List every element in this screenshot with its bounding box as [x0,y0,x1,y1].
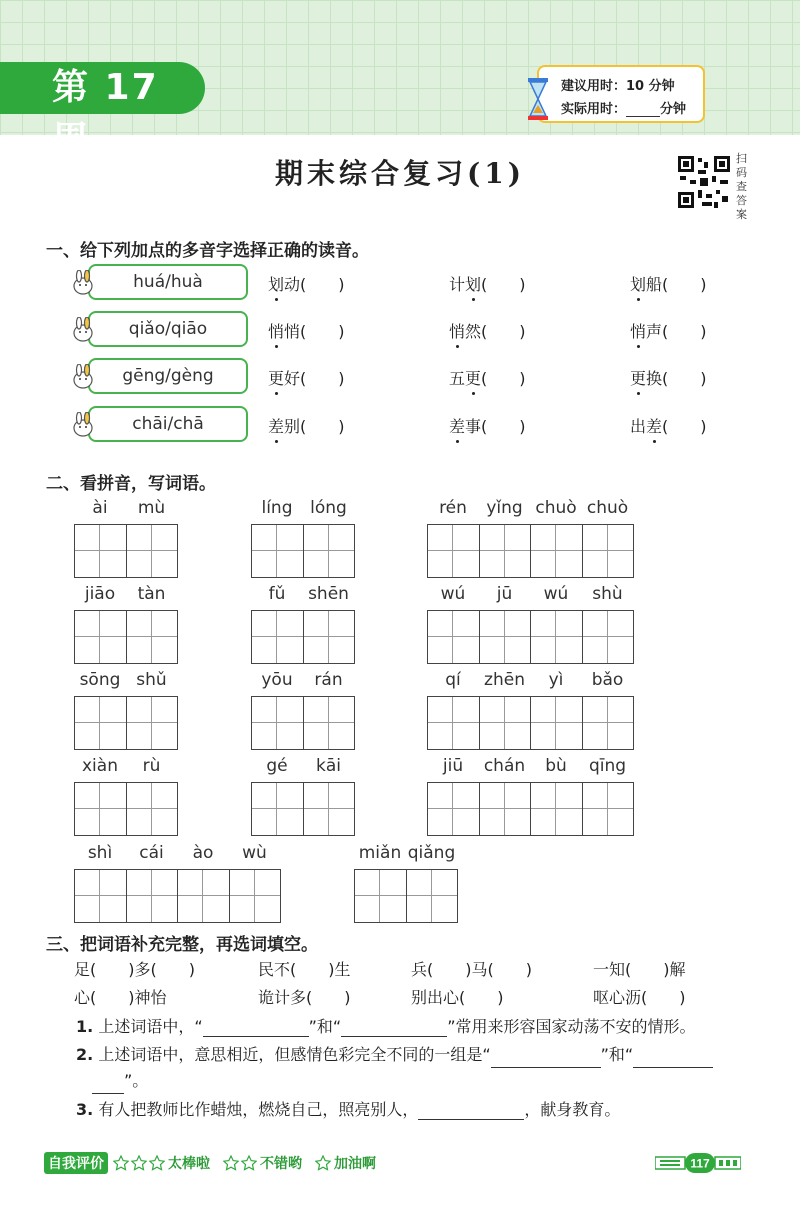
idiom-fill-item[interactable]: 别出心( ) [411,988,504,1007]
polyphone-word [268,366,345,389]
pinyin-syllable: yǐng [486,498,523,518]
pinyin-syllable: fǔ [268,584,286,604]
polyphone-word [449,272,526,295]
polyphone-word [630,272,707,295]
pinyin-row [251,584,355,606]
word-char: 换 [646,369,663,388]
week-tab: 第 17 周 [0,62,205,114]
writing-cell[interactable] [75,611,127,663]
writing-cell[interactable] [480,697,532,749]
qr-label: 扫码查答案 [736,152,747,221]
pinyin-syllable: shēn [308,584,349,604]
pinyin-syllable: yì [548,670,564,690]
writing-cell[interactable] [355,870,407,922]
star-icon[interactable] [131,1155,147,1171]
pinyin-syllable: ào [192,843,214,863]
writing-grid [74,524,178,578]
answer-paren[interactable]: ( ) [662,322,707,341]
pinyin-row [251,756,355,778]
writing-cell[interactable] [127,697,179,749]
pinyin-writing-group [251,670,355,750]
answer-blank[interactable] [633,1050,713,1068]
star-icon[interactable] [315,1155,331,1171]
polyphone-word [449,414,526,437]
word-char: 差 [449,414,465,437]
answer-paren[interactable]: ( ) [662,417,707,436]
pinyin-syllable: shù [592,584,623,604]
word-char: 悄 [284,322,301,341]
answer-blank[interactable] [341,1019,447,1037]
word-char: 船 [646,275,663,294]
pinyin-option-box [88,311,248,347]
pinyin-writing-group [74,670,178,750]
pinyin-syllable: ài [92,498,108,518]
writing-grid [251,782,355,836]
answer-blank[interactable] [92,1076,124,1094]
idiom-fill-item[interactable]: 一知( )解 [593,960,686,979]
pinyin-syllable: miǎn [358,843,402,863]
writing-cell[interactable] [583,783,635,835]
word-char: 悄 [268,319,284,342]
self-evaluation [44,1152,376,1174]
pinyin-writing-group [427,584,634,664]
word-char: 别 [284,417,301,436]
eval-label: 自我评价 [44,1152,108,1174]
word-char: 动 [284,275,301,294]
pinyin-syllable: wù [242,843,267,863]
answer-blank[interactable] [491,1050,601,1068]
word-char: 悄 [449,319,465,342]
word-char: 更 [268,366,284,389]
hourglass-icon [525,77,551,121]
pinyin-syllable: gé [266,756,288,776]
writing-cell[interactable] [127,611,179,663]
eval-level-1: 太棒啦 [168,1156,210,1172]
answer-paren[interactable]: ( ) [300,417,345,436]
answer-paren[interactable]: ( ) [481,417,526,436]
writing-cell[interactable] [127,783,179,835]
pinyin-syllable: yōu [261,670,293,690]
pinyin-syllable: kāi [316,756,341,776]
pinyin-syllable: zhēn [484,670,525,690]
writing-cell[interactable] [428,611,480,663]
pinyin-row [427,756,634,778]
writing-cell[interactable] [127,870,179,922]
writing-cell[interactable] [304,611,356,663]
pinyin-option-box [88,264,248,300]
page-number: 117 [690,1156,710,1171]
writing-grid [74,696,178,750]
polyphone-word [449,319,526,342]
section1-title: 一、给下列加点的多音字选择正确的读音。 [46,241,369,261]
star-icon[interactable] [223,1155,239,1171]
answer-paren[interactable]: ( ) [300,275,345,294]
word-char: 差 [646,414,662,437]
bunny-icon [70,317,96,343]
pinyin-syllable: tàn [137,584,166,604]
writing-cell[interactable] [252,783,304,835]
bunny-icon [70,270,96,296]
suggest-time: 建议用时：10 分钟 [561,79,675,94]
pinyin-row [354,843,458,865]
pinyin-writing-group [427,670,634,750]
pinyin-row [74,584,178,606]
pinyin-writing-group [354,843,458,923]
word-char: 划 [630,272,646,295]
word-char: 出 [630,417,647,436]
time-box [537,65,705,123]
pinyin-row [427,670,634,692]
pinyin-syllable: líng [261,498,293,518]
pinyin-syllable: shì [87,843,113,863]
pinyin-syllable: lóng [310,498,347,518]
writing-cell[interactable] [304,783,356,835]
actual-time: 实际用时： 分钟 [561,102,687,117]
word-char: 好 [284,369,301,388]
answer-paren[interactable]: ( ) [481,369,526,388]
writing-grid [427,696,634,750]
idiom-fill-item[interactable]: 心( )神怡 [74,988,167,1007]
pinyin-syllable: sōng [79,670,121,690]
answer-paren[interactable]: ( ) [481,322,526,341]
eval-level-3: 加油啊 [334,1156,376,1172]
writing-grid [427,782,634,836]
section2-title: 二、看拼音，写词语。 [46,474,216,494]
bunny-icon [70,412,96,438]
word-char: 计 [449,275,466,294]
writing-cell[interactable] [531,525,583,577]
word-char: 划 [268,272,284,295]
idiom-fill-item[interactable]: 呕心沥( ) [593,988,686,1007]
writing-grid [74,782,178,836]
pinyin-syllable: wú [543,584,569,604]
idiom-fill-item[interactable]: 足( )多( ) [74,960,195,979]
writing-grid [251,524,355,578]
polyphone-word [449,366,526,389]
pinyin-option-text: huá/huà [133,272,203,292]
writing-grid [427,610,634,664]
word-char: 更 [630,366,646,389]
word-char: 事 [465,417,482,436]
word-char: 悄 [630,319,646,342]
pinyin-writing-group [251,584,355,664]
word-char: 差 [268,414,284,437]
pinyin-syllable: chán [483,756,526,776]
pinyin-syllable: bǎo [591,670,624,690]
pinyin-option-text: chāi/chā [132,414,204,434]
pinyin-syllable: jiū [442,756,464,776]
pinyin-syllable: bù [545,756,567,776]
answer-paren[interactable]: ( ) [481,275,526,294]
pinyin-syllable: wú [440,584,466,604]
question-1: 1. 上述词语中，“ ”和“ ”常用来形容国家动荡不安的情形。 [76,1017,696,1036]
writing-cell[interactable] [252,611,304,663]
writing-cell[interactable] [428,783,480,835]
writing-cell[interactable] [531,697,583,749]
writing-cell[interactable] [304,697,356,749]
polyphone-word [630,414,707,437]
pinyin-syllable: qīng [588,756,627,776]
writing-cell[interactable] [75,525,127,577]
writing-grid [354,869,458,923]
answer-paren[interactable]: ( ) [300,369,345,388]
writing-grid [427,524,634,578]
pinyin-writing-group [74,584,178,664]
writing-cell[interactable] [583,611,635,663]
polyphone-word [268,414,345,437]
qr-code-icon[interactable] [676,154,732,210]
idiom-fill-item[interactable]: 民不( )生 [258,960,351,979]
writing-cell[interactable] [178,870,230,922]
word-char: 五 [449,369,466,388]
pinyin-row [74,670,178,692]
answer-blank[interactable] [203,1019,309,1037]
polyphone-word [268,319,345,342]
question-3: 3. 有人把教师比作蜡烛，燃烧自己，照亮别人， ，献身教育。 [76,1100,621,1119]
writing-cell[interactable] [407,870,459,922]
writing-cell[interactable] [304,525,356,577]
pinyin-row [74,756,178,778]
idiom-fill-item[interactable]: 兵( )马( ) [411,960,532,979]
word-char: 划 [465,272,481,295]
pinyin-syllable: mù [137,498,166,518]
pinyin-writing-group [74,498,178,578]
pinyin-syllable: qiǎng [407,843,456,863]
eval-level-2: 不错哟 [260,1156,302,1172]
pinyin-row [251,498,355,520]
pinyin-writing-group [427,756,634,836]
writing-cell[interactable] [583,525,635,577]
pinyin-row [74,843,281,865]
pinyin-syllable: xiàn [82,756,118,776]
pinyin-row [427,498,634,520]
pinyin-syllable: rù [142,756,161,776]
writing-cell[interactable] [75,783,127,835]
page-number-badge [655,1152,741,1174]
writing-cell[interactable] [480,525,532,577]
pinyin-writing-group [74,756,178,836]
polyphone-word [630,366,707,389]
writing-cell[interactable] [252,697,304,749]
bunny-icon [70,364,96,390]
writing-grid [74,869,281,923]
pinyin-option-text: qiǎo/qiāo [128,319,208,339]
writing-grid [74,610,178,664]
pinyin-syllable: qí [445,670,461,690]
writing-grid [251,696,355,750]
pinyin-syllable: rén [439,498,467,518]
pinyin-writing-group [74,843,281,923]
word-char: 声 [646,322,663,341]
pinyin-syllable: shǔ [136,670,167,690]
section3-title: 三、把词语补充完整，再选词填空。 [46,935,318,955]
pinyin-row [251,670,355,692]
writing-cell[interactable] [75,697,127,749]
pinyin-syllable: jiāo [84,584,116,604]
writing-cell[interactable] [531,783,583,835]
writing-cell[interactable] [480,611,532,663]
pinyin-writing-group [251,756,355,836]
answer-blank[interactable] [418,1102,524,1120]
writing-cell[interactable] [75,870,127,922]
polyphone-word [630,319,707,342]
pinyin-option-box [88,358,248,394]
pinyin-writing-group [251,498,355,578]
writing-cell[interactable] [252,525,304,577]
page-title: 期末综合复习(1) [275,157,525,190]
star-icon[interactable] [149,1155,165,1171]
pinyin-syllable: rán [314,670,343,690]
writing-cell[interactable] [230,870,282,922]
idiom-fill-item[interactable]: 诡计多( ) [258,988,351,1007]
answer-paren[interactable]: ( ) [662,369,707,388]
writing-cell[interactable] [127,525,179,577]
pinyin-syllable: chuò [586,498,629,518]
answer-paren[interactable]: ( ) [300,322,345,341]
pinyin-row [74,498,178,520]
pinyin-syllable: jū [496,584,513,604]
pinyin-syllable: chuò [535,498,577,518]
pinyin-option-text: gēng/gèng [122,366,214,386]
writing-grid [251,610,355,664]
pinyin-row [427,584,634,606]
writing-cell[interactable] [428,525,480,577]
pinyin-syllable: cái [139,843,164,863]
word-char: 然 [465,322,482,341]
writing-cell[interactable] [428,697,480,749]
pinyin-writing-group [427,498,634,578]
word-char: 更 [465,366,481,389]
star-icon[interactable] [113,1155,129,1171]
star-icon[interactable] [241,1155,257,1171]
answer-paren[interactable]: ( ) [662,275,707,294]
pinyin-option-box [88,406,248,442]
question-2: 2. 上述词语中，意思相近，但感情色彩完全不同的一组是“ ”和“ ”。 [76,1042,756,1094]
writing-cell[interactable] [531,611,583,663]
writing-cell[interactable] [583,697,635,749]
writing-cell[interactable] [480,783,532,835]
polyphone-word [268,272,345,295]
